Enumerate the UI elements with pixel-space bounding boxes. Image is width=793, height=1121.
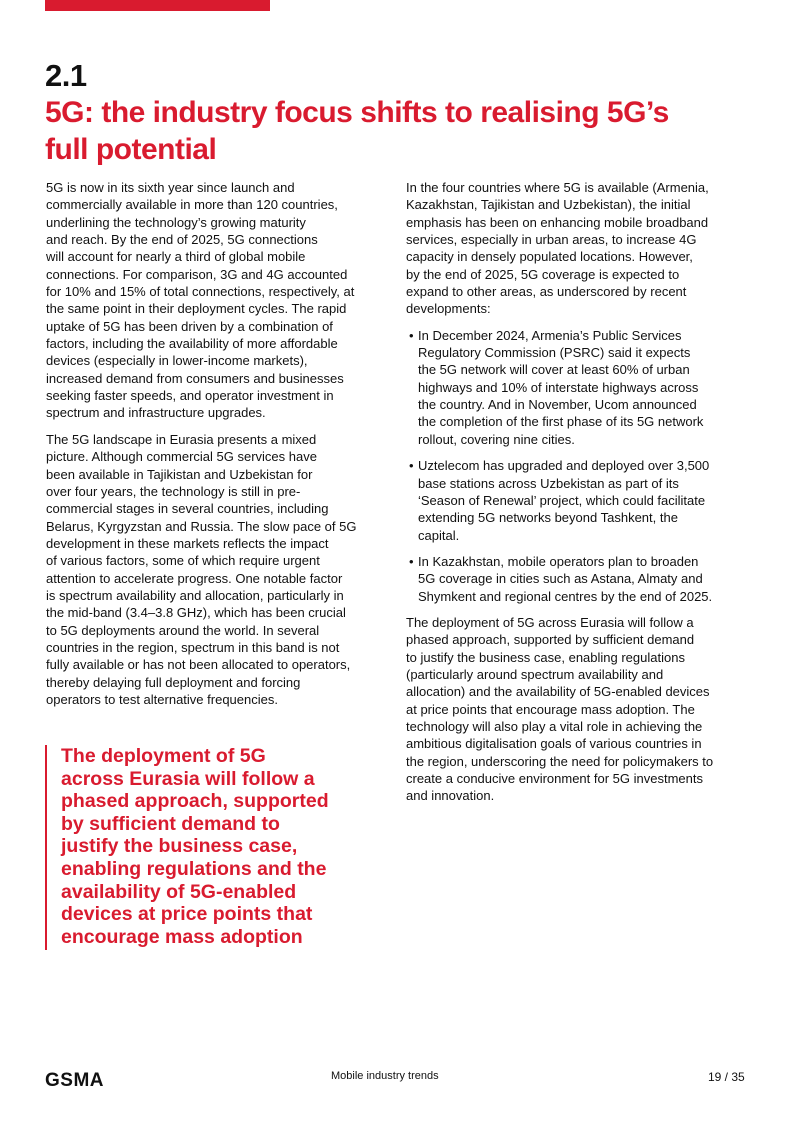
text-line: and innovation.: [406, 788, 495, 804]
text-line: fully available or has not been allocated to operators,: [46, 657, 351, 673]
text-line: create a conducive environment for 5G investments: [406, 771, 703, 786]
text-line: In December 2024, Armenia’s Public Services: [418, 327, 682, 343]
text-line: operators to test alternative frequencies.: [46, 691, 278, 707]
text-line: emphasis has been on enhancing mobile broadband: [406, 214, 709, 230]
text-line: phased approach, supported: [61, 790, 329, 813]
text-line: commercial stages in several countries, including: [46, 501, 329, 517]
text-line: capital.: [418, 527, 460, 543]
gsma-logo: GSMA: [45, 1070, 104, 1091]
text-line: the country. And in November, Ucom announced: [418, 397, 697, 413]
text-line: picture. Although commercial 5G services have: [46, 449, 317, 465]
text-line: spectrum and infrastructure upgrades.: [46, 405, 266, 421]
text-line: The deployment of 5G across Eurasia will follow a: [406, 614, 694, 630]
text-line: by the end of 2025, 5G coverage is expected to: [406, 266, 680, 282]
text-line: Regulatory Commission (PSRC) said it expects: [418, 345, 691, 361]
text-line: underlining the technology’s growing maturity: [46, 214, 306, 230]
text-line: justify the business case,: [61, 835, 298, 858]
text-line: uptake of 5G has been driven by a combination of: [46, 318, 333, 334]
bullet-item: [406, 553, 751, 605]
text-line: allocation) and the availability of 5G-enabled devices: [406, 684, 710, 700]
text-line: 5G is now in its sixth year since launch and: [46, 180, 295, 195]
page-title: [45, 94, 765, 168]
text-line: devices at price points that: [61, 903, 313, 926]
text-line: development in these markets reflects the impact: [46, 535, 329, 551]
text-line: enabling regulations and the: [61, 857, 327, 880]
text-line: countries in the region, spectrum in this band is not: [46, 639, 340, 655]
title-line: 5G: the industry focus shifts to realising 5G’s: [45, 96, 669, 129]
text-line: of various factors, some of which require urgent: [46, 553, 320, 569]
text-line: attention to accelerate progress. One notable factor: [46, 570, 343, 586]
bullet-item: [406, 457, 751, 544]
text-line: Kazakhstan, Tajikistan and Uzbekistan), the initial: [406, 197, 691, 213]
text-line: seeking faster speeds, and operator investment in: [46, 388, 334, 404]
text-line: the region, underscoring the need for policymakers to: [406, 753, 714, 769]
text-line: Belarus, Kyrgyzstan and Russia. The slow pace of 5G: [46, 518, 357, 534]
bullet-icon: •: [409, 327, 414, 343]
right-column: [406, 179, 751, 814]
text-line: factors, including the availability of more affordable: [46, 336, 338, 352]
text-line: will account for nearly a third of global mobile: [46, 249, 306, 265]
text-line: expand to other areas, as underscored by recent: [406, 284, 687, 300]
text-line: ambitious digitalisation goals of various countries in: [406, 736, 702, 752]
text-line: across Eurasia will follow a: [61, 767, 315, 790]
left-column: [46, 179, 386, 717]
footer-title: Mobile industry trends: [331, 1070, 439, 1082]
text-line: Shymkent and regional centres by the end of 2025.: [418, 588, 713, 604]
text-line: 5G coverage in cities such as Astana, Almaty and: [418, 571, 703, 587]
text-line: the 5G network will cover at least 60% of urban: [418, 362, 690, 378]
text-line: (particularly around spectrum availability and: [406, 666, 664, 682]
text-line: developments:: [406, 301, 491, 317]
bullet-icon: •: [409, 553, 414, 569]
text-line: phased approach, supported by sufficient demand: [406, 632, 695, 648]
bullet-item: [406, 327, 751, 448]
text-line: services, especially in urban areas, to increase 4G: [406, 232, 697, 248]
paragraph: [46, 431, 386, 709]
text-line: Uztelecom has upgraded and deployed over 3,500: [418, 458, 710, 474]
text-line: highways and 10% of interstate highways across: [418, 379, 699, 395]
paragraph: [406, 179, 751, 318]
paragraph: [406, 614, 751, 805]
text-line: ‘Season of Renewal’ project, which could facilitate: [418, 492, 706, 508]
text-line: over four years, the technology is still in pre-: [46, 483, 301, 499]
text-line: capacity in densely populated locations. However,: [406, 249, 693, 265]
page-number: 19 / 35: [708, 1070, 745, 1084]
text-line: the same point in their deployment cycles. The rapid: [46, 301, 347, 317]
bullet-icon: •: [409, 458, 414, 474]
text-line: is spectrum availability and allocation, particularly in: [46, 587, 344, 603]
text-line: rollout, covering nine cities.: [418, 431, 575, 447]
text-line: technology will also play a vital role in achieving the: [406, 718, 703, 734]
pull-quote: [45, 745, 329, 950]
text-line: to justify the business case, enabling regulations: [406, 649, 685, 665]
text-line: In Kazakhstan, mobile operators plan to broaden: [418, 553, 699, 569]
text-line: for 10% and 15% of total connections, respectively, at: [46, 284, 355, 300]
text-line: thereby delaying full deployment and forcing: [46, 674, 301, 690]
text-line: at price points that encourage mass adoption. The: [406, 701, 695, 717]
text-line: and reach. By the end of 2025, 5G connections: [46, 232, 318, 248]
text-line: connections. For comparison, 3G and 4G accounted: [46, 266, 348, 282]
text-line: the completion of the first phase of its 5G network: [418, 414, 704, 430]
text-line: commercially available in more than 120 countries,: [46, 197, 338, 213]
text-line: The 5G landscape in Eurasia presents a mixed: [46, 431, 317, 447]
text-line: devices (especially in lower-income markets),: [46, 353, 308, 369]
text-line: The deployment of 5G: [61, 745, 266, 767]
text-line: In the four countries where 5G is available (Armenia,: [406, 180, 709, 195]
text-line: base stations across Uzbekistan as part of its: [418, 475, 679, 491]
text-line: extending 5G networks beyond Tashkent, the: [418, 510, 678, 526]
section-number: 2.1: [45, 58, 87, 93]
accent-bar: [45, 0, 270, 11]
title-line: full potential: [45, 133, 217, 166]
text-line: been available in Tajikistan and Uzbekistan for: [46, 466, 313, 482]
text-line: to 5G deployments around the world. In several: [46, 622, 320, 638]
paragraph: [46, 179, 386, 422]
text-line: availability of 5G-enabled: [61, 880, 297, 903]
text-line: by sufficient demand to: [61, 812, 280, 835]
text-line: encourage mass adoption: [61, 925, 303, 948]
text-line: increased demand from consumers and businesses: [46, 370, 344, 386]
text-line: the mid-band (3.4–3.8 GHz), which has been crucial: [46, 605, 346, 621]
